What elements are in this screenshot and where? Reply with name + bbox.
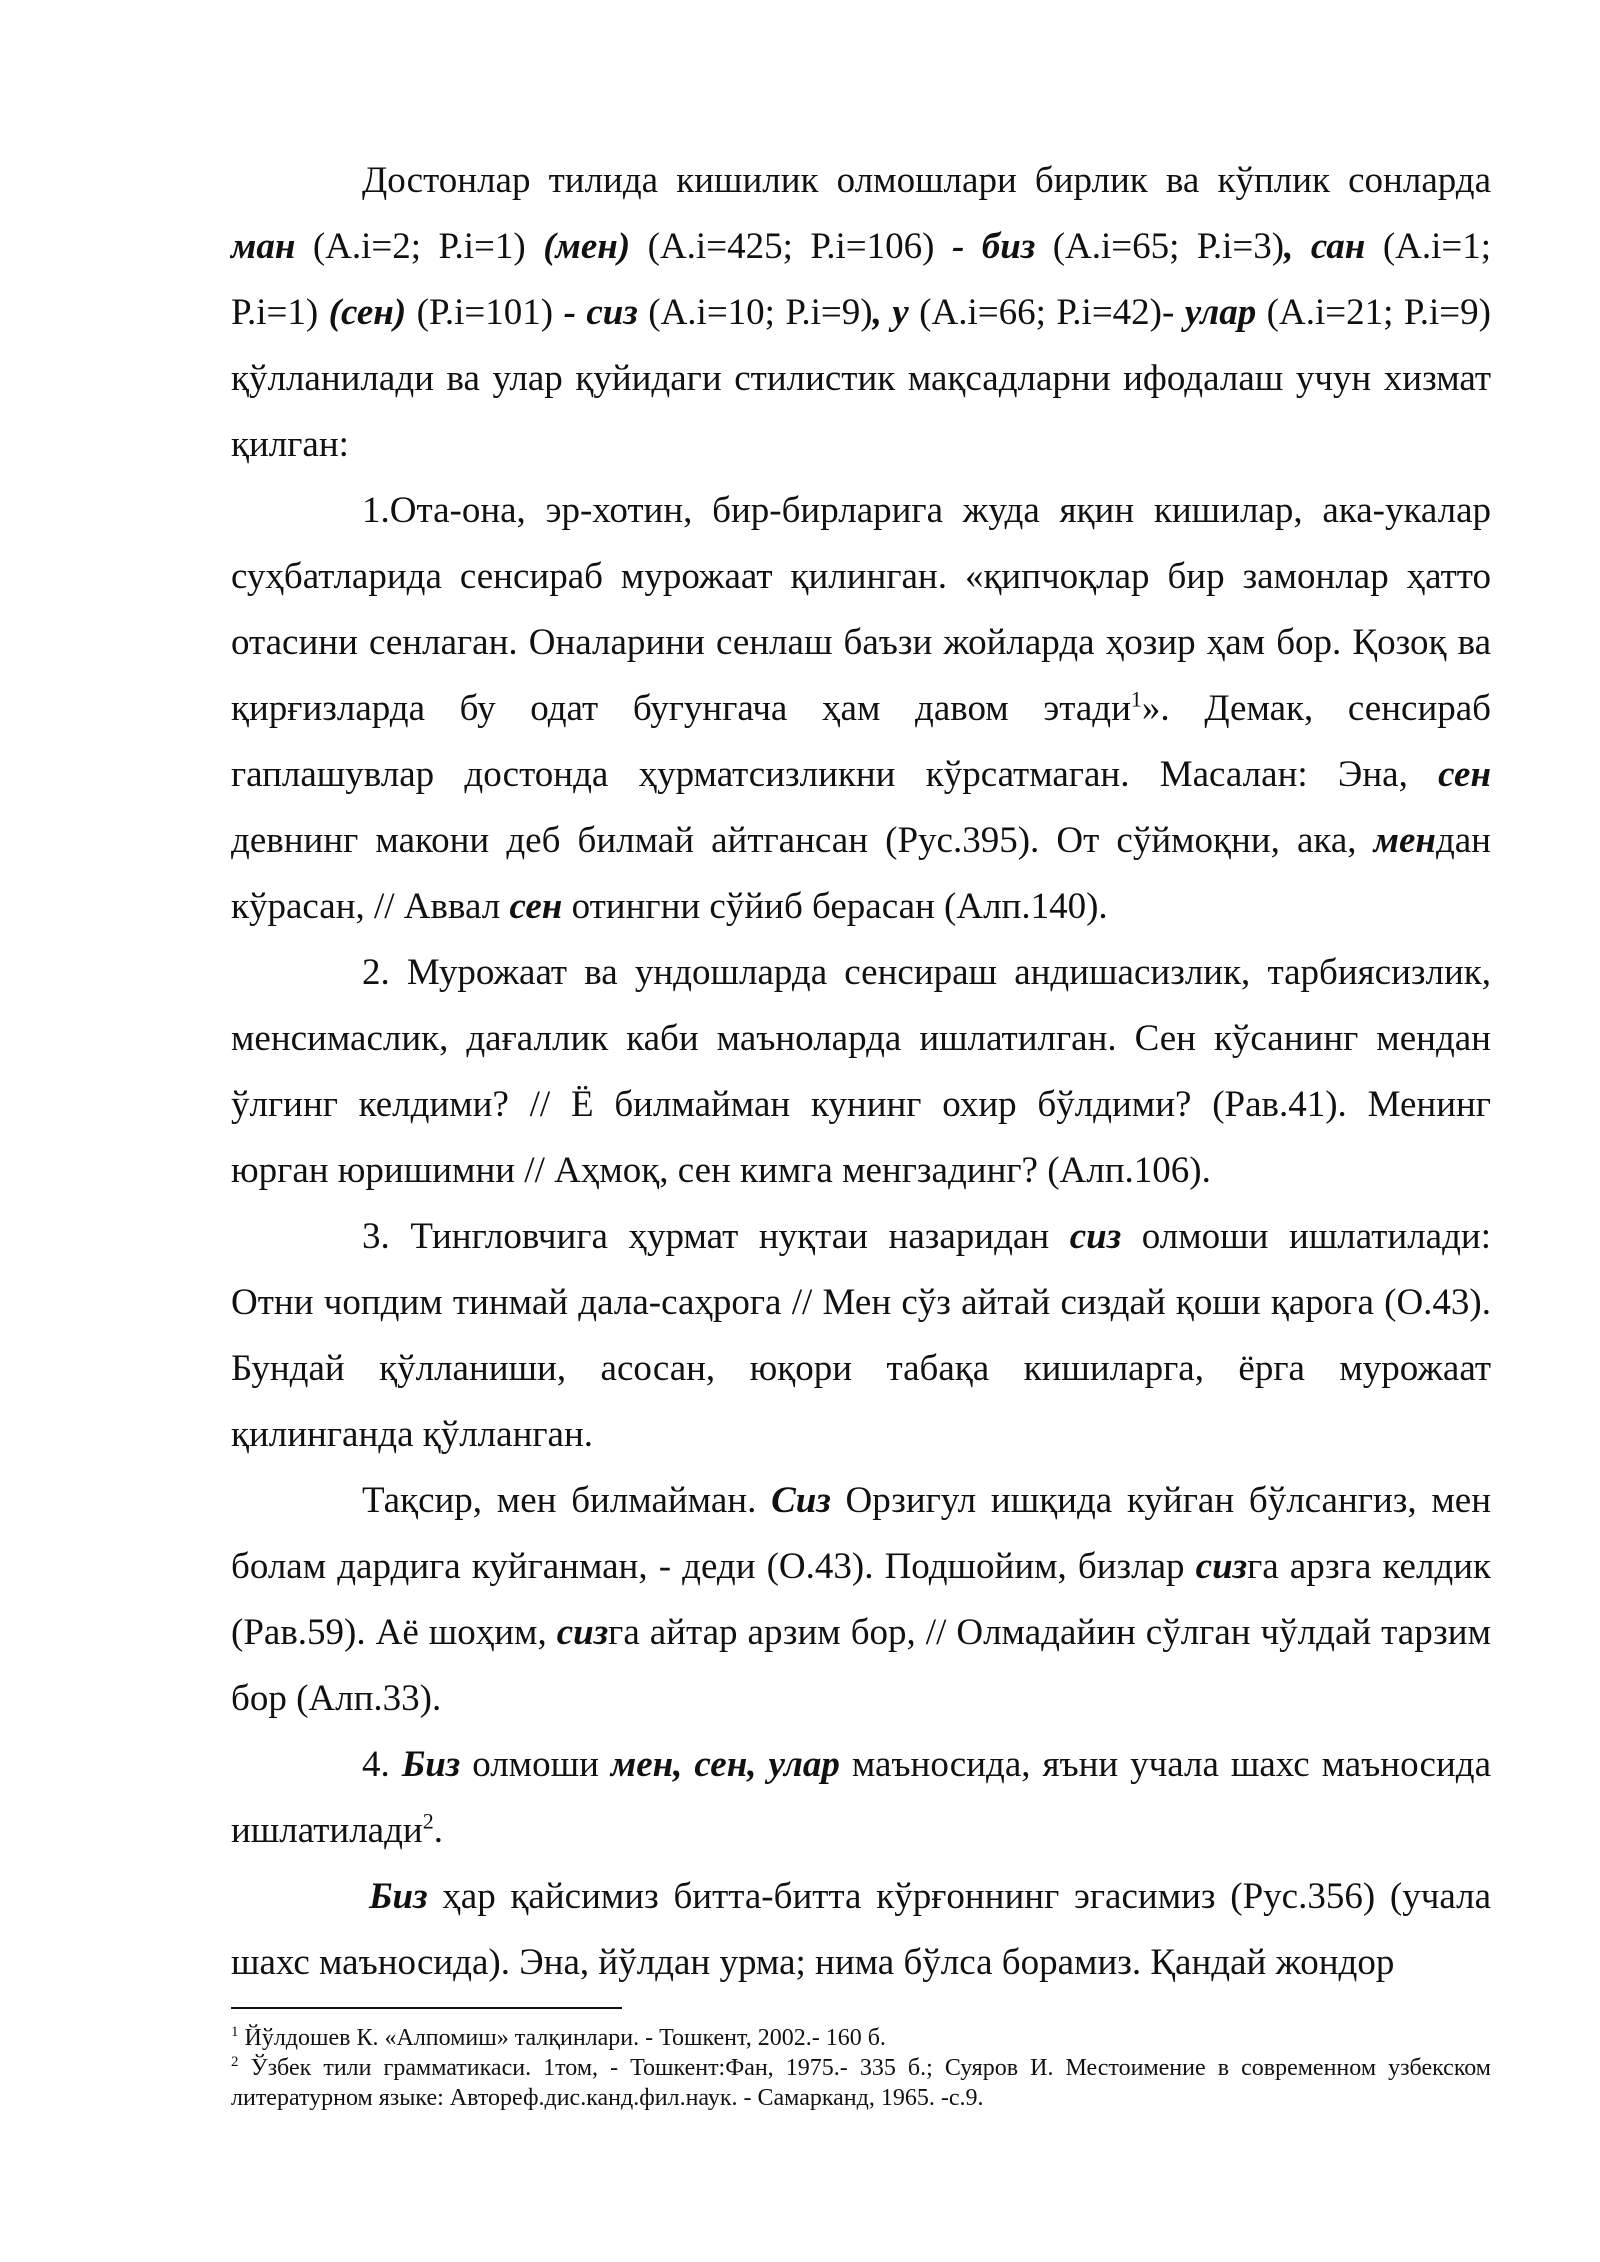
paragraph-point-4 bbox=[231, 1732, 1491, 1864]
emphasized-pronoun-text: сен bbox=[509, 886, 563, 927]
emphasized-pronoun bbox=[1374, 820, 1436, 861]
text-run: (А.i=65; Р.i=3) bbox=[1035, 226, 1285, 267]
text-run: Йўлдошев К. «Алпомиш» талқинлари. - Тошкент, 2002.- 160 б. bbox=[238, 2025, 886, 2051]
footnote-ref: 1 bbox=[1130, 686, 1142, 712]
emphasized-pronoun-text: (сен) bbox=[328, 292, 407, 333]
emphasized-pronoun-text: - биз bbox=[951, 226, 1036, 267]
text-run: Тақсир, мен билмайман. bbox=[362, 1480, 772, 1521]
text-run: 3. Тингловчига ҳурмат нуқтаи назаридан bbox=[362, 1216, 1070, 1257]
emphasized-pronoun bbox=[1070, 1216, 1121, 1257]
emphasized-pronoun bbox=[1284, 226, 1365, 267]
text-run: Орзигул ишқида куйган бўлсангиз, мен болам дардига куйганман, - деди (О.43). Подшойим, бизлар bbox=[231, 1480, 1492, 1587]
emphasized-pronoun-text: Биз bbox=[369, 1876, 428, 1917]
footnote-1 bbox=[231, 2023, 1491, 2053]
emphasized-pronoun-text: Сиз bbox=[771, 1480, 831, 1521]
text-run: олмоши ишлатилади: Отни чопдим тинмай дала-саҳрога // Мен сўз айтай сиздай қоши қарога (О.43). Бундай қўлланиши, асосан, юқори табақа кишиларга, ёрга мурожаат қилинганда қўлланган. bbox=[231, 1216, 1491, 1455]
footnote-separator bbox=[231, 2007, 622, 2009]
paragraph-point-2 bbox=[231, 940, 1491, 1204]
emphasized-pronoun bbox=[564, 292, 638, 333]
emphasized-pronoun-text: мен bbox=[1373, 820, 1436, 861]
emphasized-pronoun bbox=[1438, 754, 1491, 795]
emphasized-pronoun-text: мен, сен, улар bbox=[610, 1744, 840, 1785]
text-run: Достонлар тилида кишилик олмошлари бирлик ва кўплик сонларда bbox=[362, 160, 1491, 201]
footnotes bbox=[231, 2023, 1491, 2113]
emphasized-pronoun-text: сиз bbox=[556, 1612, 609, 1653]
emphasized-pronoun bbox=[509, 886, 562, 927]
text-run: га арзга келдик (Рав.59). Аё шоҳим, bbox=[231, 1546, 1492, 1653]
text-run: (А.i=66; Р.i=42)- bbox=[908, 292, 1185, 333]
text-run: (А.i=21; Р.i=9) қўлланилади ва улар қуйидаги стилистик мақсадларни ифодалаш учун хизмат қилган: bbox=[231, 292, 1491, 465]
emphasized-pronoun-text: Биз bbox=[401, 1744, 461, 1785]
footnote-ref: 1 bbox=[231, 2024, 239, 2040]
text-run: (А.i=1; Р.i=1) bbox=[231, 226, 1492, 333]
emphasized-pronoun bbox=[329, 292, 407, 333]
text-run: 4. bbox=[362, 1744, 402, 1785]
emphasized-pronoun-text: (мен) bbox=[543, 226, 631, 267]
text-run: Ўзбек тили грамматикаси. 1том, - Тошкент:Фан, 1975.- 335 б.; Суяров И. Местоимение в современном узбекском литературном языке: Автореф.дис.канд.фил.наук. - Самарканд, 1965. -с.9. bbox=[231, 2055, 1491, 2111]
text-run: дан кўрасан, // Аввал bbox=[231, 820, 1491, 927]
emphasized-pronoun-text: , сан bbox=[1284, 226, 1366, 267]
emphasized-pronoun bbox=[873, 292, 909, 333]
emphasized-pronoun bbox=[557, 1612, 608, 1653]
emphasized-pronoun bbox=[231, 226, 295, 267]
text-run: га айтар арзим бор, // Олмадайин сўлган чўлдай тарзим бор (Алп.33). bbox=[231, 1612, 1491, 1719]
emphasized-pronoun bbox=[952, 226, 1035, 267]
text-run: (А.i=2; Р.i=1) bbox=[295, 226, 544, 267]
emphasized-pronoun bbox=[543, 226, 630, 267]
paragraph-example bbox=[231, 1468, 1491, 1732]
text-run: . bbox=[433, 1810, 443, 1851]
emphasized-pronoun-text: сиз bbox=[1195, 1546, 1248, 1587]
text-run: ». Демак, сенсираб гаплашувлар достонда ҳурматсизликни кўрсатмаган. Масалан: Эна, bbox=[231, 688, 1491, 795]
paragraph-example-2 bbox=[231, 1864, 1491, 1996]
emphasized-pronoun-text: ман bbox=[231, 226, 296, 267]
paragraph-point-3 bbox=[231, 1204, 1491, 1468]
emphasized-pronoun-text: сиз bbox=[1069, 1216, 1122, 1257]
text-run: (А.i=425; Р.i=106) bbox=[630, 226, 952, 267]
emphasized-pronoun-text: , у bbox=[872, 292, 909, 333]
footnote-ref: 2 bbox=[422, 1808, 434, 1834]
text-run: девнинг макони деб билмай айтгансан (Рус.395). От сўймоқни, ака, bbox=[231, 820, 1374, 861]
text-run: маъносида, яъни учала шахс маъносида ишлатилади bbox=[231, 1744, 1491, 1851]
paragraph-intro bbox=[231, 148, 1491, 478]
footnote-ref: 2 bbox=[231, 2054, 239, 2070]
text-run: (Р.i=101) bbox=[406, 292, 564, 333]
text-run: ҳар қайсимиз битта-битта кўрғоннинг эгасимиз (Рус.356) (учала шахс маъносида). Эна, йўлдан урма; нима бўлса борамиз. Қандай жондор bbox=[231, 1876, 1491, 1983]
text-run: 1.Ота-она, эр-хотин, бир-бирларига жуда яқин кишилар, ака-укалар суҳбатларида сенсираб мурожаат қилинган. «қипчоқлар бир замонлар ҳатто отасини сенлаган. Оналарини сенлаш баъзи жойларда ҳозир ҳам бор. Қозоқ ва қирғизларда бу одат бугунгача ҳам давом этади bbox=[231, 490, 1491, 729]
emphasized-pronoun bbox=[1196, 1546, 1247, 1587]
text-run: (А.i=10; Р.i=9) bbox=[637, 292, 873, 333]
emphasized-pronoun bbox=[402, 1744, 461, 1785]
footnote-2 bbox=[231, 2053, 1491, 2113]
paragraph-point-1 bbox=[231, 478, 1491, 940]
emphasized-pronoun-text: - сиз bbox=[563, 292, 638, 333]
emphasized-pronoun bbox=[611, 1744, 840, 1785]
emphasized-pronoun-text: сен bbox=[1438, 754, 1491, 795]
text-run: олмоши bbox=[460, 1744, 611, 1785]
emphasized-pronoun bbox=[369, 1876, 428, 1917]
text-run: отингни сўйиб берасан (Алп.140). bbox=[562, 886, 1108, 927]
emphasized-pronoun bbox=[771, 1480, 831, 1521]
body-text bbox=[231, 148, 1491, 1996]
emphasized-pronoun bbox=[1185, 292, 1256, 333]
text-run: 2. Мурожаат ва ундошларда сенсираш андишасизлик, тарбиясизлик, менсимаслик, дағаллик каби маъноларда ишлатилган. Сен кўсанинг мендан ўлгинг келдими? // Ё билмайман кунинг охир бўлдими? (Рав.41). Менинг юрган юришимни // Аҳмоқ, сен кимга менгзадинг? (Алп.106). bbox=[231, 952, 1491, 1191]
emphasized-pronoun-text: улар bbox=[1184, 292, 1257, 333]
